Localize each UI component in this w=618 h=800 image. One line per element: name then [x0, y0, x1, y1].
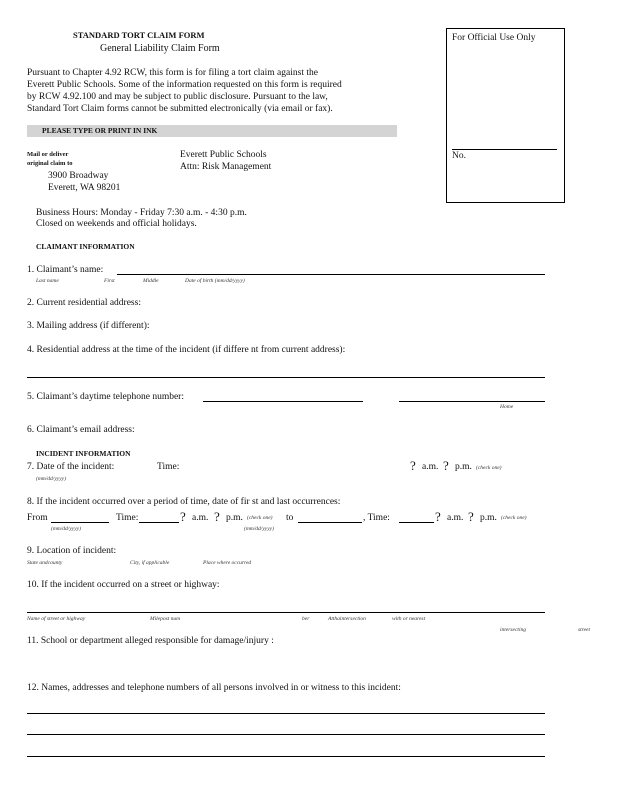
q1-label: 1. Claimant’s name:	[27, 265, 104, 275]
mail-attn: Attn: Risk Management	[180, 162, 272, 172]
q8-pm1-label: p.m.	[226, 513, 243, 523]
q9-sub-state: State andcounty	[27, 560, 63, 566]
witness-line-3[interactable]	[27, 756, 545, 757]
q7-date-format: (mm/dd/yyyy)	[36, 476, 66, 482]
intro-line-4: Standard Tort Claim forms cannot be submitted electronically (via email or fax).	[27, 104, 333, 114]
street-location-field[interactable]	[27, 612, 545, 613]
home-phone-field[interactable]	[399, 401, 545, 402]
q9-sub-city: City, if applicable	[130, 560, 170, 566]
q8-check-one-2: (check one)	[501, 515, 527, 521]
q8-date-format-2: (mm/dd/yyyy)	[244, 526, 274, 532]
q8-check-one-1: (check one)	[247, 515, 273, 521]
q8-time2-field[interactable]	[399, 522, 434, 523]
q10-sub-with: with or nearest	[392, 616, 426, 622]
q7-label: 7. Date of the incident:	[27, 462, 115, 472]
witness-line-2[interactable]	[27, 734, 545, 735]
q1-sub-dob: Date of birth (mm/dd/yyyy)	[185, 278, 245, 284]
q8-am2-checkbox[interactable]: ?	[435, 509, 441, 524]
incident-heading: INCIDENT INFORMATION	[36, 449, 131, 458]
q1-sub-middle: Middle	[143, 278, 159, 284]
q8-pm1-checkbox[interactable]: ?	[214, 509, 220, 524]
q7-pm-checkbox[interactable]: ?	[443, 458, 449, 473]
intro-line-1: Pursuant to Chapter 4.92 RCW, this form is for filing a tort claim against the	[27, 68, 318, 78]
q10-sub-ber: ber	[302, 616, 310, 622]
q11-label: 11. School or department alleged responsible for damage/injury :	[27, 636, 274, 646]
official-no-label: No.	[452, 151, 466, 161]
q8-time2-label: , Time:	[363, 513, 390, 523]
q7-am-label: a.m.	[422, 462, 439, 472]
mail-street: 3900 Broadway	[48, 171, 109, 181]
mail-label-2: original claim to	[27, 160, 73, 167]
q8-to-date-field[interactable]	[298, 522, 362, 523]
q8-date-format-1: (mm/dd/yyyy)	[51, 526, 81, 532]
form-subtitle: General Liability Claim Form	[100, 43, 220, 54]
intro-line-3: by RCW 4.92.100 and may be subject to public disclosure. Pursuant to the law,	[27, 92, 328, 102]
q6-label: 6. Claimant’s email address:	[27, 425, 135, 435]
q8-am1-label: a.m.	[192, 513, 209, 523]
mail-org: Everett Public Schools	[180, 150, 267, 160]
ink-banner	[27, 125, 397, 137]
claimant-heading: CLAIMANT INFORMATION	[36, 242, 135, 251]
q7-pm-label: p.m.	[455, 462, 472, 472]
hours-line-1: Business Hours: Monday - Friday 7:30 a.m. - 4:30 p.m.	[36, 208, 247, 218]
q1-sub-first: First	[104, 278, 115, 284]
witness-line-1[interactable]	[27, 713, 545, 714]
q8-pm2-label: p.m.	[480, 513, 497, 523]
q4-label: 4. Residential address at the time of the incident (if differe nt from current address):	[27, 345, 346, 355]
official-no-line	[452, 149, 557, 150]
q10-sub-milepost: Milepost num	[150, 616, 181, 622]
q9-label: 9. Location of incident:	[27, 546, 117, 556]
q10-label: 10. If the incident occurred on a street or highway:	[27, 580, 220, 590]
q8-label: 8. If the incident occurred over a period of time, date of fir st and last occurrences:	[27, 497, 341, 507]
q8-from-date-field[interactable]	[51, 522, 109, 523]
q8-to-label: to	[286, 513, 294, 523]
claimant-name-field[interactable]	[117, 274, 545, 275]
q7-am-checkbox[interactable]: ?	[410, 458, 416, 473]
q7-time-label: Time:	[157, 462, 180, 472]
prior-address-field[interactable]	[27, 377, 545, 378]
q8-time1-field[interactable]	[139, 522, 179, 523]
q5-label: 5. Claimant’s daytime telephone number:	[27, 392, 184, 402]
q1-sub-last: Last name	[36, 278, 59, 284]
official-use-box	[446, 28, 565, 203]
mail-city: Everett, WA 98201	[48, 183, 121, 193]
hours-line-2: Closed on weekends and official holidays.	[36, 219, 197, 229]
q8-time1-label: Time:	[116, 513, 139, 523]
q3-label: 3. Mailing address (if different):	[27, 321, 150, 331]
q10-sub-street: street	[578, 627, 591, 633]
q8-am2-label: a.m.	[447, 513, 464, 523]
q8-am1-checkbox[interactable]: ?	[180, 509, 186, 524]
q12-label: 12. Names, addresses and telephone numbers of all persons involved in or witness to this incident:	[27, 683, 401, 693]
q5-home-label: Home	[500, 404, 514, 410]
q8-from-label: From	[27, 513, 48, 523]
ink-banner-text: PLEASE TYPE OR PRINT IN INK	[42, 126, 158, 135]
q10-sub-at: Atthaintersection	[328, 616, 366, 622]
q10-sub-name: Name of street or highway	[27, 616, 86, 622]
q9-sub-place: Place where occurred	[203, 560, 252, 566]
q2-label: 2. Current residential address:	[27, 298, 141, 308]
intro-line-2: Everett Public Schools. Some of the information requested on this form is required	[27, 80, 342, 90]
daytime-phone-field[interactable]	[203, 401, 363, 402]
q7-check-one: (check one)	[476, 465, 502, 471]
q10-sub-intersecting: intersecting	[500, 627, 526, 633]
mail-label-1: Mail or deliver	[27, 151, 69, 158]
form-title: STANDARD TORT CLAIM FORM	[73, 30, 205, 40]
q8-pm2-checkbox[interactable]: ?	[468, 509, 474, 524]
official-use-label: For Official Use Only	[452, 33, 536, 43]
